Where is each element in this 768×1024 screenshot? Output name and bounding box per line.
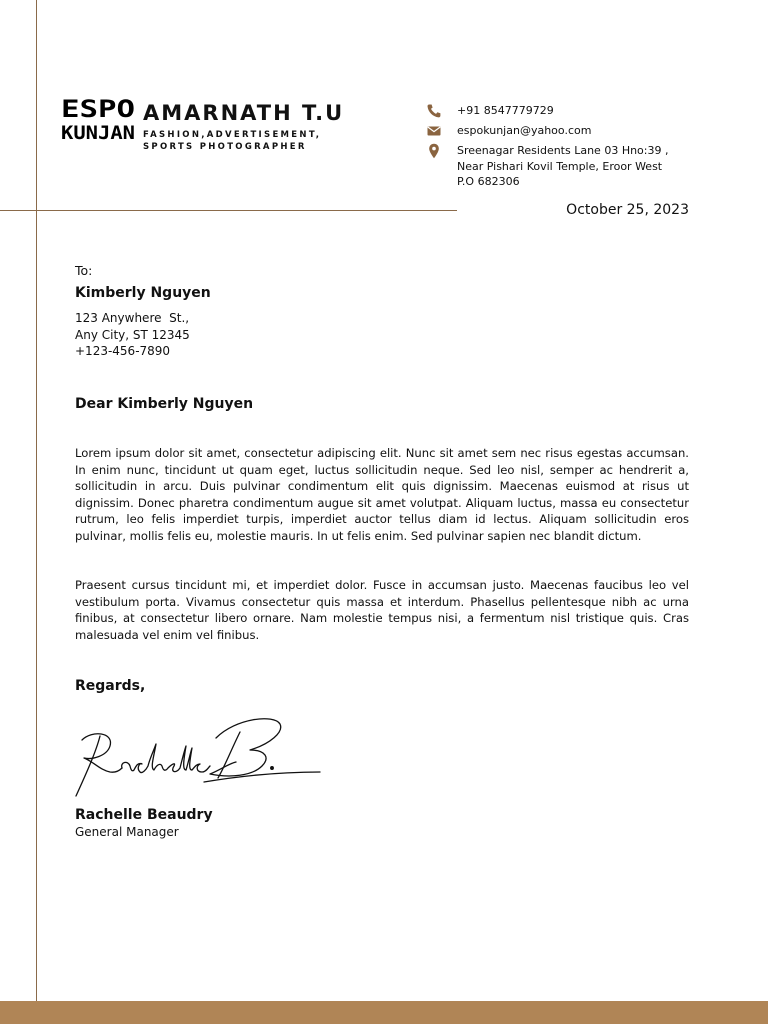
contact-phone [426,103,554,119]
phone-icon [426,103,442,119]
signer-title: General Manager [75,825,179,839]
mail-icon [426,123,442,139]
recipient-address-line2: Any City, ST 12345 [75,327,190,342]
salutation: Dear Kimberly Nguyen [75,396,254,412]
espo-kunjan-logo [60,96,136,142]
recipient-address-line1: 123 Anywhere St., [75,311,190,325]
recipient-phone: +123-456-7890 [75,344,171,358]
brand-tagline: FASHION,ADVERTISEMENT, SPORTS PHOTOGRAPHER [143,130,322,152]
footer-accent-bar [0,1001,768,1024]
letter-date: October 25, 2023 [566,202,689,218]
header-horizontal-rule [0,210,457,211]
recipient-details [75,310,190,360]
email-address: espokunjan@yahoo.com [457,124,592,137]
svg-text:KUNJAN: KUNJAN [61,122,135,142]
contact-email [426,123,591,139]
brand-name: AMARNATH T.U [143,101,345,125]
recipient-name: Kimberly Nguyen [75,285,211,301]
body-paragraph-2: Praesent cursus tincidunt mi, et imperdiet dolor. Fusce in accumsan justo. Maecenas faucibus leo vel vestibulum porta. Vivamus consectetur quis massa et interdum. Phasellus pellentesque nibh ac urna finibus, at consectetur libero ornare. Nam molestie tempus nisi, a fermentum nisl tristique quis. Cras malesuada vel enim vel finibus. [75,578,689,642]
postal-address: Sreenagar Residents Lane 03 Hno:39 , Near Pishari Kovil Temple, Eroor West P.O 682306 [457,144,669,188]
svg-text:ESPO: ESPO [61,96,135,123]
signer-name: Rachelle Beaudry [75,807,213,823]
handwritten-signature [70,712,330,802]
contact-address [426,143,669,190]
phone-number: +91 8547779729 [457,104,554,117]
closing: Regards, [75,678,146,694]
left-vertical-rule [36,0,37,1001]
body-paragraph-1: Lorem ipsum dolor sit amet, consectetur adipiscing elit. Nunc sit amet sem nec risus egestas accumsan. In enim nunc, tincidunt ut quam eget, luctus sollicitudin neque. Sed leo nisl, semper ac hendrerit a, sollicitudin in arcu. Duis pulvinar condimentum elit quis dignissim. Maecenas euismod at risus ut dignissim. Donec pharetra condimentum augue sit amet volutpat. Aliquam luctus, massa eu consectetur rutrum, leo felis imperdiet turpis, imperdiet auctor tellus diam id lectus. Aliquam sollicitudin eros pulvinar, mollis felis eu, molestie mauris. In ut felis enim. Sed pulvinar sapien nec blandit dictum. [75,446,689,543]
to-label: To: [75,263,93,278]
location-pin-icon [426,143,442,159]
